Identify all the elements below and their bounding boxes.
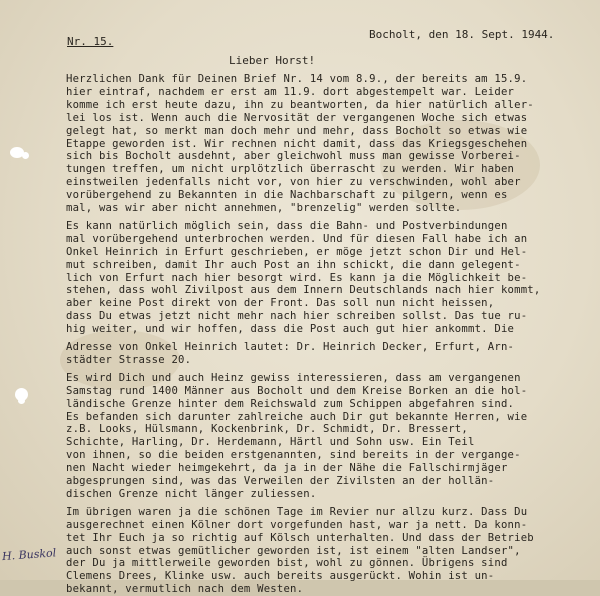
body-line: stehen, dass wohl Zivilpost aus dem Innern Deutschlands nach hier kommt, (66, 284, 541, 297)
body-line: lich von Erfurt nach hier besorgt wird. Es kann ja die Möglichkeit be- (66, 271, 528, 284)
body-line: Etappe geworden ist. Wir rechnen nicht damit, dass das Kriegsgeschehen (66, 137, 528, 150)
body-line: Adresse von Onkel Heinrich lautet: Dr. Heinrich Decker, Erfurt, Arn- (66, 341, 515, 353)
body-line: Onkel Heinrich in Erfurt geschrieben, er möge jetzt schon Dir und Hel- (66, 245, 528, 258)
body-line: mal vorübergehend unterbrochen werden. Und für diesen Fall habe ich an (66, 232, 528, 245)
paper-hole (22, 152, 29, 159)
body-line: vorübergehend zu Bekannten in die Nachbarschaft zu pilgern, wenn es (66, 189, 508, 202)
body-line: nen Nacht wieder heimgekehrt, da ja in der Nähe die Fallschirmjäger (66, 462, 508, 475)
body-line: tungen treffen, um nicht urplötzlich überrascht zu werden. Wir haben (66, 163, 515, 176)
body-line: dass Du etwas jetzt nicht mehr nach hier schreiben sollst. Das tue ru- (66, 310, 528, 323)
body-line: Es wird Dich und auch Heinz gewiss interessieren, dass am vergangenen (66, 371, 521, 384)
body-line: Es befanden sich darunter zahlreiche auch Dir gut bekannte Herren, wie (66, 410, 528, 423)
body-line: mal, was wir aber nicht annehmen, "brenzelig" werden sollte. (66, 202, 462, 214)
body-line: ausgerechnet einen Kölner dort vorgefunden hast, war ja nett. Da konn- (66, 518, 528, 531)
body-line: von ihnen, so die beiden erstgenannten, sind bereits in der vergange- (66, 449, 521, 462)
body-line: aber keine Post direkt von der Front. Das soll nun nicht heissen, (66, 297, 495, 310)
salutation: Lieber Horst! (229, 54, 316, 67)
body-line: Herzlichen Dank für Deinen Brief Nr. 14 vom 8.9., der bereits am 15.9. (66, 73, 528, 85)
body-line: lei los ist. Wenn auch die Nervosität der vergangenen Woche sich etwas (66, 111, 528, 124)
body-line: bekannt, vermutlich nach dem Westen. (66, 583, 304, 596)
body-line: Es kann natürlich möglich sein, dass die Bahn- und Postverbindungen (66, 219, 508, 232)
letter-number: Nr. 15. (67, 35, 114, 48)
body-line: Samstag rund 1400 Männer aus Bocholt und dem Kreise Borken an die hol- (66, 384, 528, 397)
body-line: hier eintraf, nachdem er erst am 11.9. dort abgestempelt war. Leider (66, 85, 515, 98)
body-line: z.B. Looks, Hülsmann, Kockenbrink, Dr. Schmidt, Dr. Bressert, (66, 423, 468, 436)
body-line: einstweilen jedenfalls nicht vor, von hier zu verschwinden, wohl aber (66, 176, 521, 189)
body-line: auch sonst etwas gemütlicher geworden ist, ist einem "alten Landser", (66, 544, 521, 557)
body-line: der Du ja mittlerweile geworden bist, wohl zu gönnen. Übrigens sind (66, 557, 508, 570)
body-line: Im übrigen waren ja die schönen Tage im Revier nur allzu kurz. Dass Du (66, 505, 528, 518)
body-line: hig weiter, und wir hoffen, dass die Post auch gut hier ankommt. Die (66, 323, 515, 336)
body-line: dischen Grenze nicht länger zuliessen. (66, 487, 317, 500)
body-line: Clemens Drees, Klinke usw. auch bereits ausgerückt. Wohin ist un- (66, 570, 495, 583)
body-line: abgesprungen sind, was das Verweilen der Zivilsten an der hollän- (66, 475, 495, 487)
paper-hole (18, 398, 25, 404)
body-line: Schichte, Harling, Dr. Herdemann, Härtl und Sohn usw. Ein Teil (66, 436, 475, 449)
body-line: ländische Grenze hinter dem Reichswald zum Schippen abgefahren sind. (66, 397, 515, 410)
handwritten-signature: H. Buskol (1, 546, 57, 564)
body-line: städter Strasse 20. (66, 353, 192, 366)
body-line: mut schreiben, damit Ihr auch Post an ihn schickt, die dann gelegent- (66, 258, 521, 271)
body-line: komme ich erst heute dazu, ihn zu beantworten, da hier natürlich aller- (66, 98, 534, 111)
body-line: gelegt hat, so merkt man doch mehr und mehr, dass Bocholt so etwas wie (66, 124, 528, 137)
body-line: tet Ihr Euch ja so richtig auf Kölsch unterhalten. Und dass der Betrieb (66, 531, 534, 544)
place-date: Bocholt, den 18. Sept. 1944. (369, 28, 555, 41)
body-line: sich bis Bocholt ausdehnt, aber gleichwohl muss man gewisse Vorberei- (66, 150, 521, 163)
